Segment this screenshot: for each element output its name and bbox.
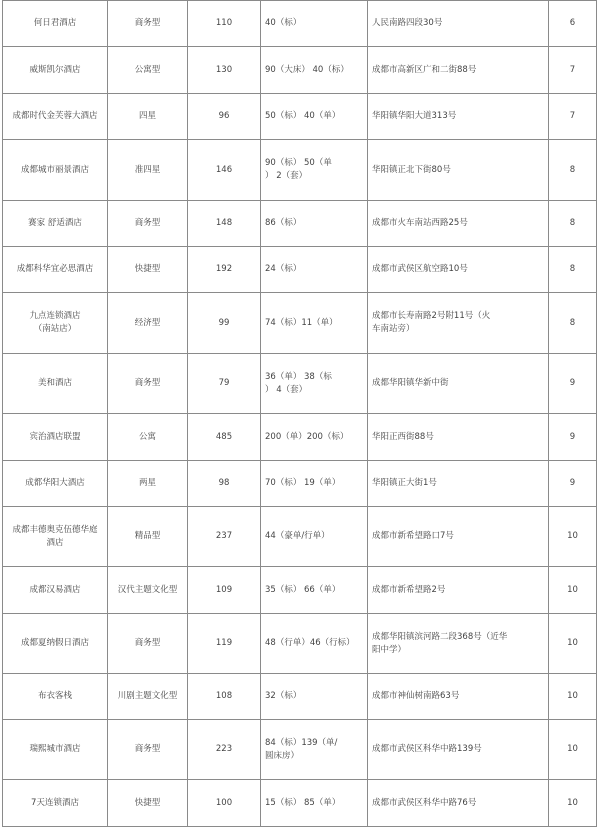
room-count-cell: 98 bbox=[188, 461, 261, 507]
room-count-cell: 485 bbox=[188, 414, 261, 461]
room-types-cell-line: 90（标） 50（单 bbox=[265, 158, 332, 168]
hotel-name-cell: 威斯凯尔酒店 bbox=[3, 47, 108, 94]
hotel-name-cell: 成都城市丽景酒店 bbox=[3, 140, 108, 201]
address-cell: 华阳正西街88号 bbox=[368, 414, 549, 461]
address-cell bbox=[368, 293, 549, 354]
table-row bbox=[3, 414, 597, 461]
hotel-type-cell: 四星 bbox=[108, 94, 188, 140]
hotel-name-line: 酒店 bbox=[46, 537, 64, 548]
distance-cell: 10 bbox=[549, 720, 597, 780]
hotel-type-cell: 商务型 bbox=[108, 354, 188, 414]
room-count-cell: 96 bbox=[188, 94, 261, 140]
hotel-type-cell: 商务型 bbox=[108, 201, 188, 247]
room-count-cell: 223 bbox=[188, 720, 261, 780]
distance-cell: 10 bbox=[549, 780, 597, 827]
room-count-cell: 110 bbox=[188, 1, 261, 47]
hotel-name-cell: 布衣客栈 bbox=[3, 674, 108, 720]
address-cell: 华阳镇华阳大道313号 bbox=[368, 94, 549, 140]
room-count-cell: 146 bbox=[188, 140, 261, 201]
room-types-cell: 86（标） bbox=[261, 201, 368, 247]
room-types-cell-line: 84（标）139（单/ bbox=[265, 737, 338, 748]
room-types-cell: 32（标） bbox=[261, 674, 368, 720]
room-types-cell: 70（标） 19（单） bbox=[261, 461, 368, 507]
room-types-cell: 40（标） bbox=[261, 1, 368, 47]
hotel-table-body bbox=[3, 1, 597, 827]
hotel-table bbox=[2, 0, 597, 827]
address-cell: 成都华阳镇华新中街 bbox=[368, 354, 549, 414]
table-row bbox=[3, 567, 597, 614]
room-count-cell: 237 bbox=[188, 507, 261, 567]
distance-cell: 8 bbox=[549, 201, 597, 247]
room-count-cell: 130 bbox=[188, 47, 261, 94]
room-types-cell bbox=[261, 720, 368, 780]
room-types-cell-line: ） 2（套） bbox=[265, 171, 308, 181]
room-types-cell: 74（标）11（单） bbox=[261, 293, 368, 354]
hotel-type-cell: 快捷型 bbox=[108, 780, 188, 827]
address-cell bbox=[368, 614, 549, 674]
distance-cell: 9 bbox=[549, 354, 597, 414]
distance-cell: 9 bbox=[549, 461, 597, 507]
table-row bbox=[3, 94, 597, 140]
hotel-name-cell: 瑞熙城市酒店 bbox=[3, 720, 108, 780]
address-cell: 成都市神仙树南路63号 bbox=[368, 674, 549, 720]
hotel-type-cell: 商务型 bbox=[108, 720, 188, 780]
distance-cell: 8 bbox=[549, 140, 597, 201]
room-types-cell: 50（标） 40（单） bbox=[261, 94, 368, 140]
room-count-cell: 99 bbox=[188, 293, 261, 354]
hotel-type-cell: 商务型 bbox=[108, 614, 188, 674]
hotel-name-cell bbox=[3, 293, 108, 354]
room-count-cell: 79 bbox=[188, 354, 261, 414]
address-cell: 华阳镇正大街1号 bbox=[368, 461, 549, 507]
address-cell-line: 阳中学） bbox=[372, 644, 407, 655]
hotel-type-cell: 汉代主题文化型 bbox=[108, 567, 188, 614]
table-row bbox=[3, 354, 597, 414]
distance-cell: 7 bbox=[549, 47, 597, 94]
address-cell: 人民南路四段30号 bbox=[368, 1, 549, 47]
hotel-type-cell: 经济型 bbox=[108, 293, 188, 354]
distance-cell: 9 bbox=[549, 414, 597, 461]
hotel-name-cell: 成都科华宜必思酒店 bbox=[3, 247, 108, 293]
hotel-name-cell: 成都华阳大酒店 bbox=[3, 461, 108, 507]
room-types-cell-line: 36（单） 38（标 bbox=[265, 371, 332, 382]
room-types-cell: 90（大床） 40（标） bbox=[261, 47, 368, 94]
table-row bbox=[3, 720, 597, 780]
hotel-name-line: 成都丰德奥克伍德华庭 bbox=[12, 524, 98, 535]
room-types-cell bbox=[261, 140, 368, 201]
distance-cell: 10 bbox=[549, 674, 597, 720]
hotel-type-cell: 两星 bbox=[108, 461, 188, 507]
hotel-name-cell: 赛家 舒适酒店 bbox=[3, 201, 108, 247]
distance-cell: 8 bbox=[549, 293, 597, 354]
hotel-name-cell: 7天连锁酒店 bbox=[3, 780, 108, 827]
table-row bbox=[3, 1, 597, 47]
table-row bbox=[3, 674, 597, 720]
distance-cell: 8 bbox=[549, 247, 597, 293]
hotel-name-line: （南站店） bbox=[33, 324, 77, 334]
room-types-cell-line: 圆床房） bbox=[265, 750, 300, 761]
table-row bbox=[3, 140, 597, 201]
address-cell: 成都市高新区广和二街88号 bbox=[368, 47, 549, 94]
hotel-type-cell: 公寓型 bbox=[108, 47, 188, 94]
room-types-cell-line: ） 4（套） bbox=[265, 384, 308, 395]
distance-cell: 10 bbox=[549, 507, 597, 567]
hotel-type-cell: 公寓 bbox=[108, 414, 188, 461]
table-row bbox=[3, 247, 597, 293]
room-count-cell: 148 bbox=[188, 201, 261, 247]
room-types-cell: 15（标） 85（单） bbox=[261, 780, 368, 827]
address-cell: 成都市新希望路口7号 bbox=[368, 507, 549, 567]
distance-cell: 10 bbox=[549, 614, 597, 674]
hotel-name-cell: 成都时代金芙蓉大酒店 bbox=[3, 94, 108, 140]
table-row bbox=[3, 507, 597, 567]
hotel-name-cell: 何日君酒店 bbox=[3, 1, 108, 47]
address-cell: 成都市武侯区航空路10号 bbox=[368, 247, 549, 293]
hotel-name-cell: 成都汉易酒店 bbox=[3, 567, 108, 614]
address-cell: 成都市武侯区科华中路139号 bbox=[368, 720, 549, 780]
table-row bbox=[3, 201, 597, 247]
hotel-type-cell: 快捷型 bbox=[108, 247, 188, 293]
room-types-cell: 35（标） 66（单） bbox=[261, 567, 368, 614]
hotel-type-cell: 精品型 bbox=[108, 507, 188, 567]
address-cell: 成都市新希望路2号 bbox=[368, 567, 549, 614]
room-types-cell: 24（标） bbox=[261, 247, 368, 293]
room-types-cell: 200（单）200（标） bbox=[261, 414, 368, 461]
room-count-cell: 100 bbox=[188, 780, 261, 827]
distance-cell: 10 bbox=[549, 567, 597, 614]
room-count-cell: 192 bbox=[188, 247, 261, 293]
room-count-cell: 109 bbox=[188, 567, 261, 614]
hotel-name-cell: 美和酒店 bbox=[3, 354, 108, 414]
hotel-name-line: 九点连锁酒店 bbox=[29, 311, 81, 321]
table-row bbox=[3, 461, 597, 507]
address-cell: 华阳镇正北下街80号 bbox=[368, 140, 549, 201]
distance-cell: 7 bbox=[549, 94, 597, 140]
room-types-cell: 44（豪单/行单） bbox=[261, 507, 368, 567]
room-count-cell: 119 bbox=[188, 614, 261, 674]
room-types-cell bbox=[261, 354, 368, 414]
hotel-name-cell bbox=[3, 507, 108, 567]
distance-cell: 6 bbox=[549, 1, 597, 47]
address-cell-line: 成都市长寿南路2号附11号（火 bbox=[372, 311, 491, 321]
table-row bbox=[3, 614, 597, 674]
hotel-type-cell: 川剧主题文化型 bbox=[108, 674, 188, 720]
table-row bbox=[3, 47, 597, 94]
address-cell-line: 成都华阳镇滨河路二段368号（近华 bbox=[372, 631, 508, 642]
address-cell-line: 车南站旁） bbox=[372, 324, 415, 334]
address-cell: 成都市武侯区科华中路76号 bbox=[368, 780, 549, 827]
hotel-type-cell: 商务型 bbox=[108, 1, 188, 47]
room-count-cell: 108 bbox=[188, 674, 261, 720]
address-cell: 成都市火车南站西路25号 bbox=[368, 201, 549, 247]
hotel-type-cell: 准四星 bbox=[108, 140, 188, 201]
room-types-cell: 48（行单）46（行标） bbox=[261, 614, 368, 674]
hotel-name-cell: 宾治酒店联盟 bbox=[3, 414, 108, 461]
table-row bbox=[3, 293, 597, 354]
table-row bbox=[3, 780, 597, 827]
hotel-name-cell: 成都夏纳假日酒店 bbox=[3, 614, 108, 674]
